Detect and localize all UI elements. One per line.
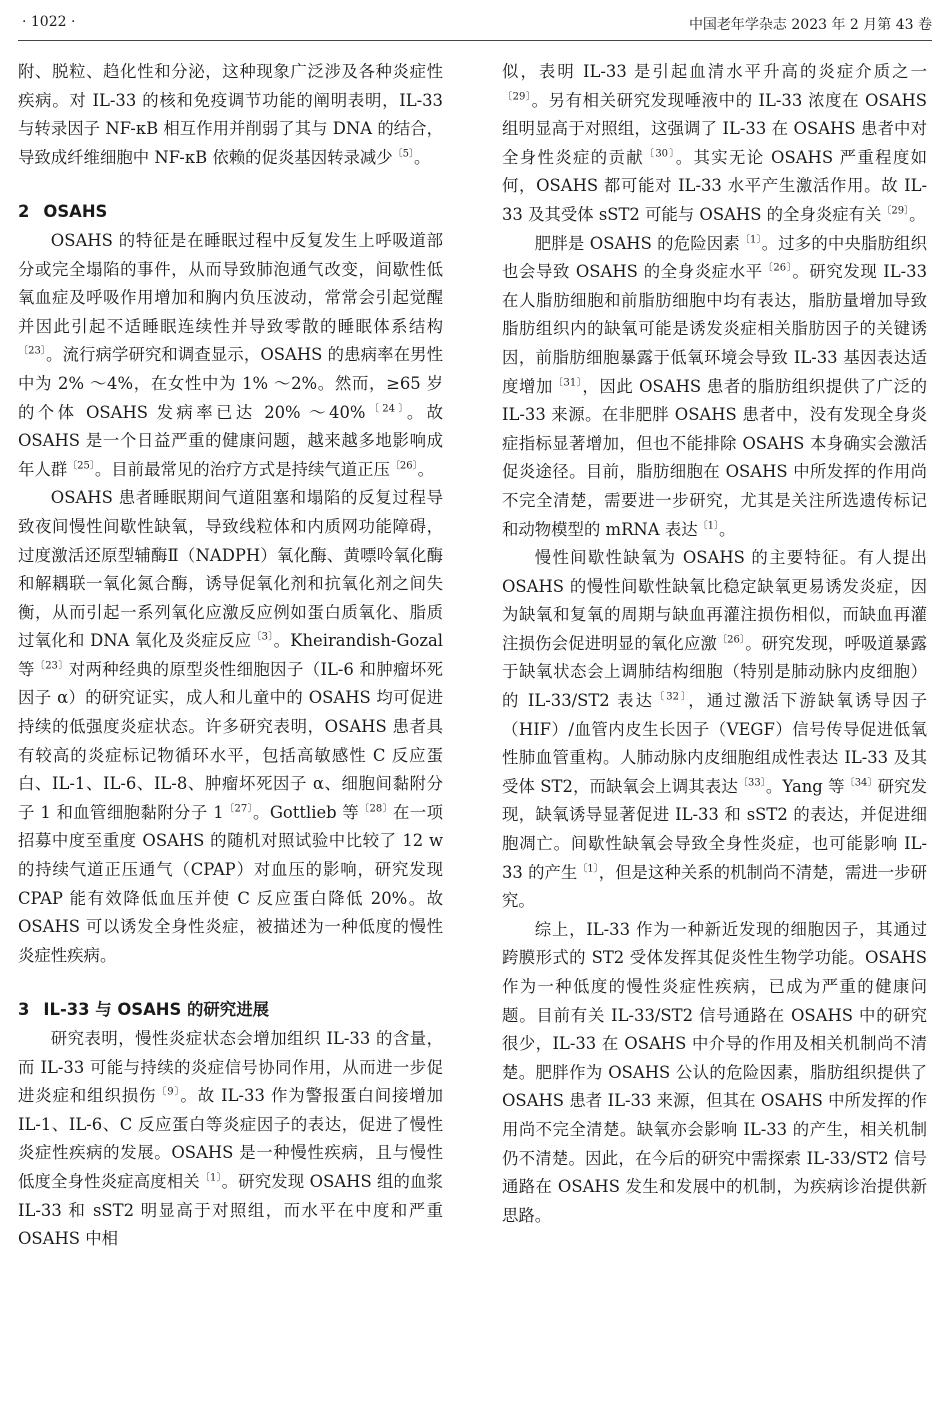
header-rule <box>18 40 932 41</box>
citation-ref: 〔32〕 <box>654 691 689 703</box>
citation-ref: 〔29〕 <box>881 205 910 217</box>
citation-ref: 〔1〕 <box>577 863 599 875</box>
paragraph: 研究表明，慢性炎症状态会增加组织 IL-33 的含量，而 IL-33 可能与持续的炎症信号协同作用，从而进一步促进炎症和组织损伤$^{〔9〕}$。故 IL-33 作为警报蛋白间接增加 IL-1、IL-6、C 反应蛋白等炎症因子的表达，促进了慢性炎症性疾病的发展。OSAHS 是一种慢性疾病，且与慢性低度全身性炎症高度相关$^{〔1〕}$。研究发现 OSAHS 组的血浆 IL-33 和 sST2 明显高于对照组，而水平在中度和严重 OSAHS 中相 <box>18 1029 444 1249</box>
paragraph: 附、脱粒、趋化性和分泌，这种现象广泛涉及各种炎症性疾病。对 IL-33 的核和免疫调节功能的阐明表明，IL-33 与转录因子 NF-κB 相互作用并削弱了其与 DNA 的结合，导致成纤维细胞中 NF-κB 依赖的促炎基因转录减少$^{〔5〕}$。 <box>18 62 443 167</box>
left-column <box>18 58 443 1254</box>
paragraph: OSAHS 患者睡眠期间气道阻塞和塌陷的反复过程导致夜间慢性间歇性缺氧，导致线粒体和内质网功能障碍，过度激活还原型辅酶Ⅱ（NADPH）氧化酶、黄嘌呤氧化酶和解耦联一氧化氮合酶，诱导促氧化剂和抗氧化剂之间失衡，从而引起一系列氧化应激反应例如蛋白质氧化、脂质过氧化和 DNA 氧化及炎症反应$^{〔3〕}$。Kheirandish-Gozal 等$^{〔23〕}$对两种经典的原型炎性细胞因子（IL-6 和肿瘤坏死因子 α）的研究证实，成人和儿童中的 OSAHS 均可促进持续的低强度炎症状态。许多研究表明，OSAHS 患者具有较高的炎症标记物循环水平，包括高敏感性 C 反应蛋白、IL-1、IL-6、IL-8、肿瘤坏死因子 α、细胞间黏附分子 1 和血管细胞黏附分子 $1^{〔27〕}$。Gottlieb 等$^{〔28〕}$在一项招募中度至重度 OSAHS 的随机对照试验中比较了 12 w 的持续气道正压通气（CPAP）对血压的影响，研究发现 CPAP 能有效降低血压并使 C 反应蛋白降低 20%。故 OSAHS 可以诱发全身性炎症，被描述为一种低度的慢性炎症性疾病。 <box>18 488 443 965</box>
journal-title: 中国老年学杂志 2023 年 2 月第 43 卷 <box>688 17 932 33</box>
citation-ref: 〔31〕 <box>552 377 583 389</box>
paragraph: 似，表明 IL-33 是引起血清水平升高的炎症介质之一$^{〔29〕}$。另有相关研究发现唾液中的 IL-33 浓度在 OSAHS 组明显高于对照组，这强调了 IL-33 在 OSAHS 患者中对全身性炎症的贡献$^{〔30〕}$。其实无论 OSAHS 严重程度如何，OSAHS 都可能对 IL-33 水平产生激活作用。故 IL-33 及其受体 sST2 可能与 OSAHS 的全身炎症有关$^{〔29〕}$。 <box>502 62 928 224</box>
citation-ref: 〔5〕 <box>392 148 415 160</box>
citation-ref: 〔33〕 <box>737 777 766 789</box>
citation-ref: 〔9〕 <box>156 1086 181 1098</box>
page-header <box>18 14 932 38</box>
page-number: · 1022 · <box>22 14 76 30</box>
citation-ref: 〔1〕 <box>739 234 762 246</box>
citation-ref: 〔1〕 <box>199 1172 222 1184</box>
citation-ref: 〔23〕 <box>34 660 69 672</box>
paragraph: 慢性间歇性缺氧为 OSAHS 的主要特征。有人提出 OSAHS 的慢性间歇性缺氧比稳定缺氧更易诱发炎症，因为缺氧和复氧的周期与缺血再灌注损伤相似，而缺血再灌注损伤会促进明显的氧化应激$^{〔26〕}$。研究发现，呼吸道暴露于缺氧状态会上调肺结构细胞（特别是肺动脉内皮细胞）的 IL-33/ST2 表达$^{〔32〕}$，通过激活下游缺氧诱导因子（HIF）/血管内皮生长因子（VEGF）信号传导促进低氧性肺血管重构。人肺动脉内皮细胞组成性表达 IL-33 及其受体 ST2，而缺氧会上调其表达$^{〔33〕}$。Yang 等$^{〔34〕}$研究发现，缺氧诱导显著促进 IL-33 和 sST2 的表达，并促进细胞凋亡。间歇性缺氧会导致全身性炎症，也可能影响 IL-33 的产生$^{〔1〕}$，但是这种关系的机制尚不清楚，需进一步研究。 <box>502 548 928 911</box>
section-heading-3: 3 IL-33 与 OSAHS 的研究进展 <box>18 1000 269 1020</box>
citation-ref: 〔29〕 <box>502 91 532 103</box>
citation-ref: 〔25〕 <box>67 460 95 472</box>
citation-ref: 〔27〕 <box>223 803 254 815</box>
paragraph: 综上，IL-33 作为一种新近发现的细胞因子，其通过跨膜形式的 ST2 受体发挥其促炎性生物学功能。OSAHS 作为一种低度的慢性炎症性疾病，已成为严重的健康问题。目前有关 IL-33/ST2 信号通路在 OSAHS 中的研究很少，IL-33 在 OSAHS 中介导的作用及相关机制尚不清楚。肥胖作为 OSAHS 公认的危险因素，脂肪组织提供了 OSAHS 患者 IL-33 来源，但其在 OSAHS 中所发挥的作用尚不完全清楚。缺氧亦会影响 IL-33 的产生，相关机制仍不清楚。因此，在今后的研究中需探索 IL-33/ST2 信号通路在 OSAHS 发生和发展中的机制，为疾病诊治提供新思路。 <box>502 919 927 1225</box>
citation-ref: 〔30〕 <box>643 148 676 160</box>
right-column <box>502 58 927 1230</box>
citation-ref: 〔28〕 <box>359 803 394 815</box>
citation-ref: 〔1〕 <box>697 520 719 532</box>
citation-ref: 〔26〕 <box>717 634 746 646</box>
citation-ref: 〔26〕 <box>762 262 793 274</box>
citation-ref: 〔24〕 <box>365 403 407 415</box>
citation-ref: 〔34〕 <box>844 777 878 789</box>
paragraph: OSAHS 的特征是在睡眠过程中反复发生上呼吸道部分或完全塌陷的事件，从而导致肺泡通气改变，间歇性低氧血症及呼吸作用增加和胸内负压波动，常常会引起觉醒并因此引起不适睡眠连续性并导致零散的睡眠体系结构$^{〔23〕}$。流行病学研究和调查显示，OSAHS 的患病率在男性中为 2% ～4%，在女性中为 1% ～2%。然而，≥65 岁的个体 OSAHS 发病率已达 20% ～40%$^{〔24〕}$。故 OSAHS 是一个日益严重的健康问题，越来越多地影响成年人群$^{〔25〕}$。目前最常见的治疗方式是持续气道正压$^{〔26〕}$。 <box>18 230 443 479</box>
paragraph: 肥胖是 OSAHS 的危险因素$^{〔1〕}$。过多的中央脂肪组织也会导致 OSAHS 的全身炎症水平$^{〔26〕}$。研究发现 IL-33 在人脂肪细胞和前脂肪细胞中均有表达，脂肪量增加导致脂肪组织内的缺氧可能是诱发炎症相关脂肪因子的关键诱因，前脂肪细胞暴露于低氧环境会导致 IL-33 基因表达适度增加$^{〔31〕}$，因此 OSAHS 患者的脂肪组织提供了广泛的 IL-33 来源。在非肥胖 OSAHS 患者中，没有发现全身炎症指标显著增加，但也不能排除 OSAHS 本身确实会激活促炎途径。目前，脂肪细胞在 OSAHS 中所发挥的作用尚不完全清楚，需要进一步研究，尤其是关注所选遗传标记和动物模型的 mRNA 表达$^{〔1〕}$。 <box>502 233 927 539</box>
section-heading-2: 2 OSAHS <box>18 202 108 222</box>
citation-ref: 〔23〕 <box>18 345 47 357</box>
citation-ref: 〔3〕 <box>251 631 274 643</box>
citation-ref: 〔26〕 <box>389 460 418 472</box>
